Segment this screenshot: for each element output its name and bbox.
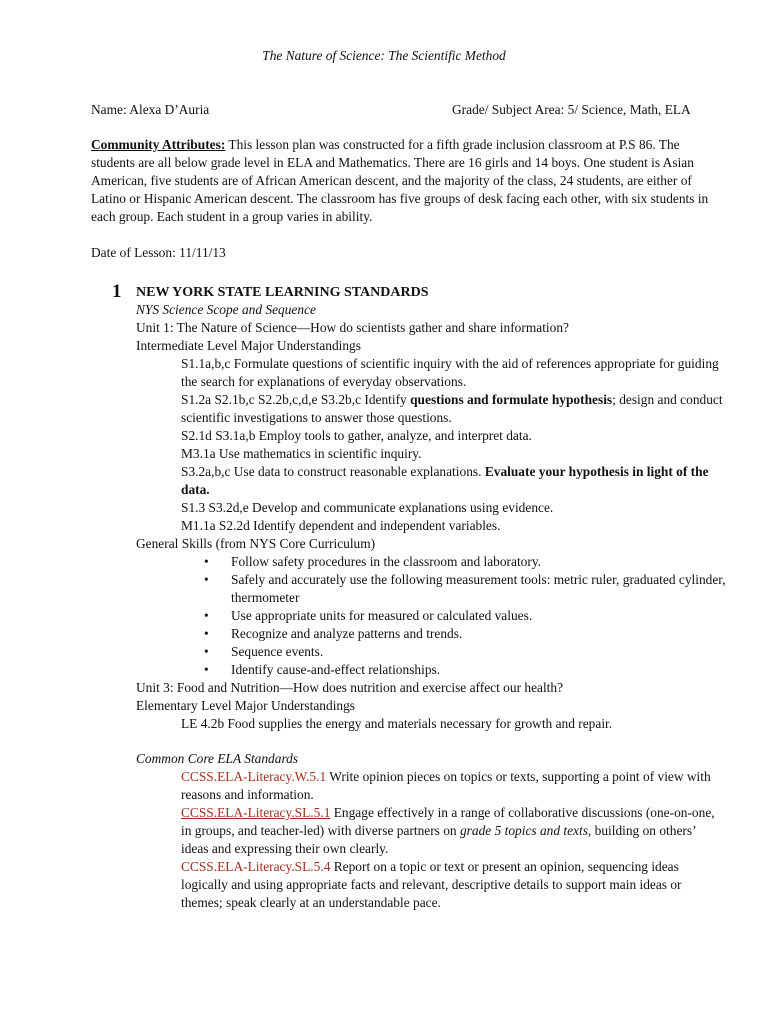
- lesson-date: Date of Lesson: 11/11/13: [91, 245, 226, 260]
- general-skills-list: [204, 553, 726, 679]
- standard-s2-text: S1.2a S2.1b,c S2.2b,c,d,e S3.2b,c Identify: [181, 392, 411, 407]
- ela-standard-1: [181, 768, 726, 804]
- ela-heading: Common Core ELA Standards: [136, 751, 299, 766]
- community-label: Community Attributes:: [91, 137, 226, 152]
- teacher-name: Name: Alexa D’Auria: [91, 102, 210, 117]
- ela2-text: Engage effectively in a range of collaborative discussions (one-on-one, in groups, and teacher-led) with diverse partners on: [181, 805, 715, 838]
- standard-s2-bold: questions and formulate hypothesis: [410, 392, 613, 407]
- general-skills-heading: General Skills (from NYS Core Curriculum): [136, 536, 376, 551]
- standard-s1: S1.1a,b,c Formulate questions of scientific inquiry with the aid of references appropriate for guiding the search for explanations of everyday observations.: [181, 356, 719, 389]
- list-item: [204, 571, 726, 607]
- standard-s2-rest: ; design and conduct scientific investigations to answer those questions.: [181, 392, 723, 425]
- section-number: 1: [112, 281, 122, 302]
- ela-standard-2: [181, 804, 726, 858]
- ela2-link[interactable]: CCSS.ELA-Literacy.SL.5.1: [181, 805, 331, 820]
- section-heading: NEW YORK STATE LEARNING STANDARDS: [136, 285, 429, 300]
- standard-s5-bold: Evaluate your hypothesis in light of the data.: [181, 464, 709, 497]
- standard-s7: M1.1a S2.2d Identify dependent and independent variables.: [181, 518, 501, 533]
- standard-s4: M3.1a Use mathematics in scientific inquiry.: [181, 446, 422, 461]
- list-item-text: Recognize and analyze patterns and trends.: [231, 626, 463, 641]
- ela2-italic: grade 5 topics and texts: [459, 823, 588, 838]
- list-item-text: Identify cause-and-effect relationships.: [231, 662, 441, 677]
- standard-s3: S2.1d S3.1a,b Employ tools to gather, analyze, and interpret data.: [181, 428, 532, 443]
- unit1-heading: Unit 1: The Nature of Science—How do scientists gather and share information?: [136, 320, 569, 335]
- bullet-icon: •: [204, 644, 209, 659]
- community-attributes: [91, 136, 725, 226]
- ela3-text: Report on a topic or text or present an opinion, sequencing ideas logically and using appropriate facts and relevant, descriptive details to support main ideas or themes; speak clearly at an understandable pace.: [181, 859, 682, 910]
- bullet-icon: •: [204, 608, 209, 623]
- bullet-icon: •: [204, 626, 209, 641]
- standard-s2: [181, 391, 726, 427]
- scope-heading: NYS Science Scope and Sequence: [136, 302, 316, 317]
- standard-le: LE 4.2b Food supplies the energy and materials necessary for growth and repair.: [181, 716, 613, 731]
- bullet-icon: •: [204, 662, 209, 677]
- community-text: This lesson plan was constructed for a fifth grade inclusion classroom at P.S 86. The students are all below grade level in ELA and Mathematics. There are 16 girls and 14 boys. One student is Asian American, five students are of African American descent, and the majority of the class, 24 students, are either of Latino or Hispanic American descent. The classroom has five groups of desk facing each other, with six students in each group. Each student in a group varies in ability.: [91, 137, 709, 224]
- ela1-text: Write opinion pieces on topics or texts, supporting a point of view with reasons and information.: [181, 769, 711, 802]
- grade-subject: Grade/ Subject Area: 5/ Science, Math, ELA: [452, 102, 691, 117]
- intermediate-heading: Intermediate Level Major Understandings: [136, 338, 361, 353]
- standards-block: [136, 301, 726, 912]
- spacer: [136, 733, 726, 750]
- list-item-text: Use appropriate units for measured or calculated values.: [231, 608, 533, 623]
- ela3-link[interactable]: CCSS.ELA-Literacy.SL.5.4: [181, 859, 331, 874]
- standard-s5: [181, 463, 726, 499]
- standard-s5-text: S3.2a,b,c Use data to construct reasonable explanations.: [181, 464, 485, 479]
- bullet-icon: •: [204, 554, 209, 569]
- ela-standard-3: [181, 858, 726, 912]
- list-item-text: Follow safety procedures in the classroom and laboratory.: [231, 554, 542, 569]
- bullet-icon: •: [204, 572, 209, 587]
- list-item: [204, 661, 726, 679]
- list-item-text: Sequence events.: [231, 644, 324, 659]
- unit3-heading: Unit 3: Food and Nutrition—How does nutrition and exercise affect our health?: [136, 680, 564, 695]
- list-item: [204, 607, 726, 625]
- ela1-link[interactable]: CCSS.ELA-Literacy.W.5.1: [181, 769, 327, 784]
- header-row: [91, 101, 723, 119]
- document-title: The Nature of Science: The Scientific Method: [262, 48, 506, 63]
- list-item: [204, 553, 726, 571]
- standard-s6: S1.3 S3.2d,e Develop and communicate explanations using evidence.: [181, 500, 554, 515]
- list-item: [204, 625, 726, 643]
- list-item-text: Safely and accurately use the following measurement tools: metric ruler, graduated cylinder, thermometer: [231, 572, 726, 605]
- ela2-rest: , building on others’ ideas and expressing their own clearly.: [181, 823, 696, 856]
- elementary-heading: Elementary Level Major Understandings: [136, 698, 356, 713]
- list-item: [204, 643, 726, 661]
